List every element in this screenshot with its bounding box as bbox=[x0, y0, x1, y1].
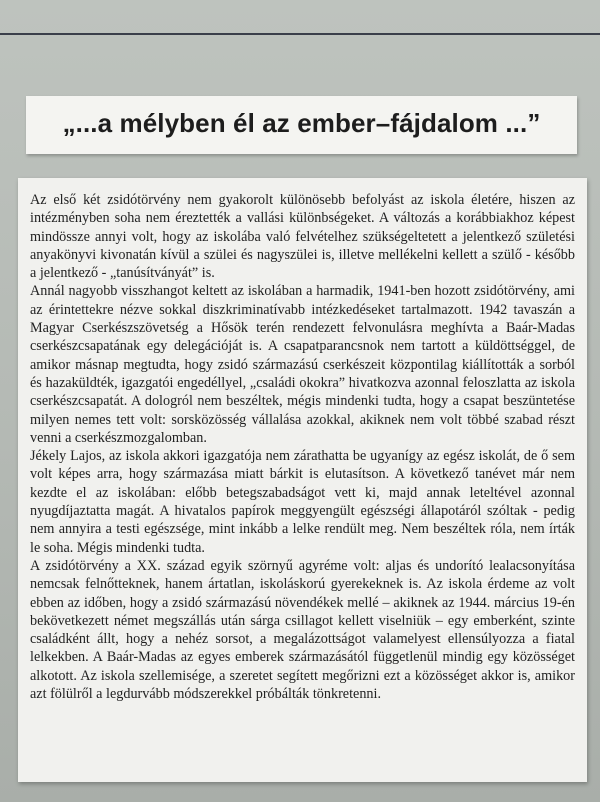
paragraph: A zsidótörvény a XX. század egyik szörnyű agyréme volt: aljas és undorító lealacsonyítása nemcsak felnőtteknek, hanem ártatlan, iskoláskorú gyerekeknek is. Az iskola érdeme az volt ebben az időben, hogy a zsidó származású növendékek mellé – akiknek az 1944. március 19-én bekövetkezett német megszállás után sárga csillagot kellett viselniük – egy emberként, szinte családként állt, hogy a nehéz sorsot, a megalázottságot valamelyest ellensúlyozza a fiatal lelkekben. A Baár-Madas az egyes emberek származásától függetlenül mindig egy közösséget alkotott. Az iskola szellemisége, a szeretet segített megőrizni ezt a közösséget akkor is, amikor azt fölülről a legdurvább módszerekkel próbálták tönkretenni. bbox=[30, 557, 575, 703]
body-text bbox=[30, 191, 575, 703]
title-strip bbox=[26, 96, 577, 154]
paragraph: Az első két zsidótörvény nem gyakorolt különösebb befolyást az iskola életére, hiszen az intézményben soha nem éreztették a vallási különbségeket. A változás a korábbiakhoz képest mindössze annyi volt, hogy az iskolába való felvételhez szükségeltetett a jelentkező születési anyakönyvi kivonatán kívül a szülei és nagyszülei is, illetve mellékelni kellett a szülő - később a jelentkező - „tanúsítványát” is. bbox=[30, 192, 575, 282]
text-panel bbox=[18, 178, 587, 782]
top-divider-line bbox=[0, 33, 600, 35]
paragraph: Annál nagyobb visszhangot keltett az iskolában a harmadik, 1941-ben hozott zsidótörvény, ami az érintettekre nézve sokkal diszkriminatívabb intézkedéseket tartalmazott. 1942 tavaszán a Magyar Cserkészszövetség a Hősök terén rendezett felvonulásra meghívta a Baár-Madas cserkészcsapatának egy delegációját is. A csapatparancsnok nem tartott a küldöttséggel, de amikor másnap megtudta, hogy zsidó származású cserkészeit központilag kiállították a sorból és hazaküldték, igazgatói engedéllyel, „családi okokra” hivatkozva azonnal feloszlatta az iskola cserkészcsapatát. A dologról nem beszéltek, mégis mindenki tudta, hogy a csapat beszüntetése milyen nemes tett volt: sorsközösség vállalása azokkal, akiknek nem volt többé szabad részt venni a cserkészmozgalomban. bbox=[30, 283, 575, 446]
paragraph: Jékely Lajos, az iskola akkori igazgatója nem zárathatta be ugyanígy az egész iskolát, de ő sem volt képes arra, hogy származása miatt bárkit is elutasítson. A következő tanévet már nem kezdte el az iskolában: előbb betegszabadságot vett ki, majd annak leteltével azonnal nyugdíjaztatta magát. A hivatalos papírok meggyengült egészségi állapotáról szóltak - pedig nem annyira a testi egészsége, mint inkább a lelke rendült meg. Nem beszéltek róla, nem írták le soha. Mégis mindenki tudta. bbox=[30, 448, 575, 556]
page-title: „...a mélyben él az ember–fájdalom ...” bbox=[62, 108, 541, 138]
